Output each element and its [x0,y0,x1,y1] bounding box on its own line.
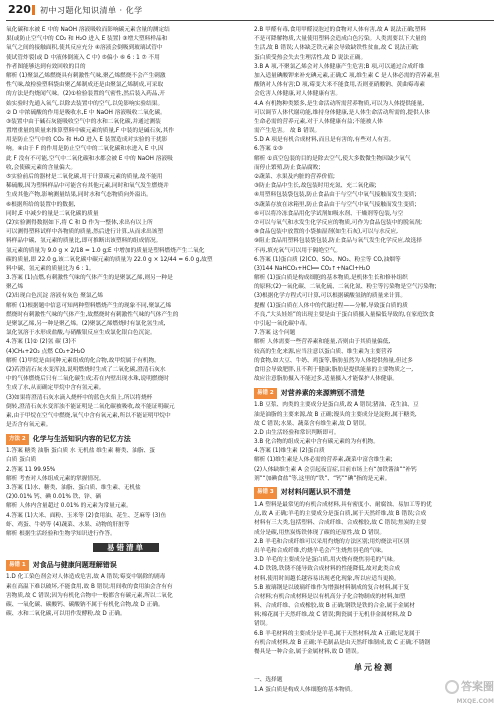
text-line: 需产生危害。 故 B 错误。 [254,128,321,135]
right-block-b [254,256,494,385]
text-line: 合材料;有机合成材料是以有机高分子化合物制成的材料,如塑 [254,593,406,600]
section-badge: 易错 2 [254,388,277,399]
text-line: ⑥根据所给的装置中的数据, [6,201,76,208]
text-line: (2)0.01% 钙、碘 0.01% 铁、锌、硒 [6,494,102,501]
text-line: ⑧食品包装中放置的小袋抽湿剂(如生石灰),可以与水反应, [254,229,398,236]
text-line: 材料有三大类,包括塑料、合成纤维、合成橡胶,故 C 错误;焦炭的主要 [254,520,427,527]
header-accent-bar [32,5,35,15]
formula-line: 料中碳、氢元素的质量比为 6 : 1。 [6,265,95,272]
text-line: 是否含有氧元素。 [6,422,52,429]
text-line: ⑥可以将冷冻食品用化学试剂如吸水剂、干燥剂等包装,与空 [254,210,404,217]
text-line: 可以调节人体代谢功能,维持身体健康,是人体生命活动所需的,提供人体 [254,109,431,116]
text-line: 而停止繁殖,防止食品腐败; [254,164,321,171]
text-line: 错误。 [254,621,272,628]
yicuo-title: 易错清单 [93,543,159,552]
text-line: (3)根据化学方程式可计算,可以根据碳酸氢钠的质量来计算。 [254,293,407,300]
text-line: 解析 人体需要一些营养素和能量,否则由于其质量偏低, [254,339,391,346]
text-line: 解析 (1)根据题中信息可知两种塑料燃烧产生的现象不同,聚氯乙烯 [6,302,172,309]
text-line: 1.A 塑料是最常见的有机合成材料,具有密度小、耐腐蚀、易加工等的优 [254,502,432,508]
text-line: 1.D 化工染色剂会对人体造成危害,故 A 错误;霉变中锅除的剧毒 [6,574,166,581]
text-line: 响。④由于 F 的作用是防止空气中的二氧化碳和水进入 E 中,因 [6,146,164,153]
right-block-a [254,26,494,256]
book-title: 初中习题化知识清单 · 化学 [40,6,143,15]
text-line: 5.D A 项是有机合成材料,而且是有害的,有些对人有害。 [254,137,395,144]
text-line: 材料,使用时间越长越容易出现老化现象,所以应适当更换。 [254,575,400,582]
text-line: 6.答案 (1)蛋白质 (2)CO、SO₂、NO₂、粉尘等 CO,油烟等 [254,256,401,263]
formula-line: 氢元素的质量为 9.0 g × 2/18 = 1.0 g;E 中增加的质量是塑料燃烧产生二氧化 [6,247,205,254]
text-line: 故 C 错误;水果、蔬菜含有维生素,故 D 错误。 [254,420,370,427]
text-line: (2)若澄清石灰水变浑浊,说明燃烧时生成了二氧化碳,澄清石灰水 [6,366,166,373]
section-title: 化学与生活知识内容的记忆方法 [32,434,131,443]
text-line: 餐具是一种合金,属于金属材料,故 D 错误。 [254,649,363,655]
text-line: 4.答案 (1)维生素 (2)蛋白质 [254,448,325,455]
right-column [254,26,494,708]
text-line: 2.D 由生活经验和常识判断即可。 [254,429,340,436]
text-line: 倒转,澄清石灰水变浑浊不能证明是二氧化碳被吸收,故不能证明碳元 [6,403,175,410]
text-line: 置增重量的质量来推算塑料中碳元素的质量,F 中装的是碱石灰,其作 [6,128,174,135]
text-line: 碳、一氧化碳、碳酸钙、碳酸钠不属于有机化合物,故 D 正确。 [6,601,164,608]
text-line: 不是可降解物质,大量使用塑料会造成白色污染。人类需要以下大量的 [254,36,427,43]
text-line: 解析 考查对人体组成元素的掌握情况。 [6,475,105,482]
text-line: 3.B 化合物的组成元素中含有碳元素的为有机物。 [254,439,379,446]
text-line: 2.B 甲醛有毒,食用甲醛浸泡过的食物对人体有害,故 A 说法正确;塑料 [254,27,427,33]
text-line: 蛋白质受热会失去生理活性,故 D 说法正确。 [254,54,367,61]
left-block-d [6,573,246,619]
text-line: 3.D 羊毛的主要成分是蛋白质,用火烧有烧焦羽毛的气味。 [254,557,399,564]
text-line: 生成其他产物,影响测量结果,同时水和气态物质向外溢出。 [6,192,152,199]
left-block-b [6,274,246,430]
text-line: 出羊毛和合成纤维,灼烧羊毛会产生烧焦羽毛的气味。 [254,547,387,554]
method-section-header [6,433,246,445]
section-badge: 易错 3 [254,487,277,498]
text-line: 有机合成材料,故 B 正确;羊毛制品是由天然纤维制成,故 C 正确;不锈钢 [254,639,431,646]
text-line: 收,会使碳元素的含量偏大。 [6,164,77,171]
text-line: 同时,E 中减少的量是二氧化碳的质量 [6,210,99,217]
text-line: 酸钠对人体有害;D 项,霉变大米不能食用,否则亚硝酸钠、黄曲霉毒素 [254,82,425,89]
text-line: (2)人体缺维生素 A 会引起夜盲症,目前市场上有“加铁酱油”“补钙 [254,466,417,473]
text-line: 不良,“大头娃娃”的出现主要是由于蛋白质摄入量偏低导致的,在家庭饮食 [254,311,435,318]
text-line: 中引起一氧化碳中毒。 [254,321,311,327]
text-line: 生命必需的营养元素,对于人体健康有益;不能被人体 [254,118,383,125]
text-line: 虾、鸡蛋、牛奶等 (4)蔬菜、水果、动物的肝脏等 [6,521,130,528]
text-line: 4.A 有机物种类繁多,是生命活动所需营养物质,可以为人体提供能量, [254,100,425,107]
text-line: 解析 (1)甲烷是由同种元素组成的化合物,故甲烷属于有机物。 [6,357,160,364]
text-line: ④用塑料包装袋包装,防止食品由于与空气中氧气接触而发生变质; [254,192,417,199]
watermark-sub: MXQE.COM [456,698,494,705]
text-line: 氧化碳和水被 E 中的 NaOH 溶液吸收而影响碳元素含量的测定结 [6,27,170,33]
section-badge: 方法 2 [6,434,29,445]
text-line: 此 F 没有不可能,空气中二氧化碳和水都会被 E 中的 NaOH 溶液吸 [6,155,173,162]
text-line: 的原料;(2)一氧化碳、二氧化硫、二氧化氮、粉尘等污染物是空气污染物; [254,284,437,291]
text-line: ③防止食品中生长,故包装时用充氮、充二氧化碳; [254,183,377,190]
section-title: 对材料问题认识不清楚 [280,488,351,497]
text-line: ③装置中由于碱石灰能吸收空气中的水和二氧化碳,并通过测装 [6,118,161,125]
text-line: 7.答案 这个问题 [254,330,296,337]
text-line: 果(或防止空气中的 CO₂ 和 H₂O 进入 E 装置) ③增大塑料样品和 [6,36,168,43]
text-line: 加入适量碘酸钾来补充碘元素,正确;C 项,维生素 C 是人体必需的营养素,但 [254,72,440,79]
text-line: 1.B 豆浆、肉类的主要成分是蛋白质,故 A 错误;猪油、花生油、豆 [254,402,419,409]
watermark-text: 答案圈 [461,680,494,693]
text-line: 料;棉花属于天然纤维,故 C 错误;陶瓷属于无机非金属材料,故 D [254,612,412,619]
unit-test-title: 单元检测 [354,663,394,673]
section-badge: 易错 1 [6,560,29,571]
text-line: 3.B A 项,不聚氯乙烯会对人体健康产生危害;B 项,可以通过合成纤维 [254,63,425,70]
text-line: 害物质,故 C 错误;因为有机化合物中一般都含有碳元素,所以二氧化 [6,592,173,599]
text-line: 生成了水,从而确定甲烷中含有氢元素。 [6,385,105,392]
text-line: ⑦可以与氧气和水发生化学反应的物质,可作为食品包装中的脱氧剂; [254,219,423,226]
text-line: 解析 (1)聚氯乙烯燃烧具有刺激性气味,聚乙烯燃烧不会产生刺激 [6,72,166,79]
page-number: 220 [8,3,31,16]
watermark-logo-icon [445,680,459,694]
text-line: 是聚氯乙烯,另一种是聚乙烯。(2)聚氯乙烯燃烧时有氯化氢生成, [6,321,166,327]
text-line: 食用会导致肥胖,且不利于健康;脂肪是提供能量的主要物质之一, [254,366,414,373]
section-3-header [254,487,494,499]
text-line: 提醒 (1)蛋白质在人体中的代谢过程——分解,导致蛋白质的质 [254,302,408,309]
section-title: 对营养素的来源辨别不清楚 [280,388,365,397]
text-line: 6.答案 ①③ [254,146,283,153]
text-line: 氧气之间的接触面积,使其反应充分 ④溶液会倒吸到玻璃试管中 [6,45,163,52]
text-line: 的食物,如大豆、牛奶、鸡蛋等,脂肪虽然为人体提供热量,但过多 [254,357,413,364]
text-line: 1.A 蛋白质是构成人体细胞的基本物质。 [254,686,357,693]
text-line: 3.答案 (1)水、糖类、油脂、蛋白质、维生素、无机盐 [6,485,141,491]
text-line: (4)CH₄+2O₂ 点燃 CO₂+2H₂O [6,348,85,355]
yicuo-section-header [6,559,246,571]
text-line: 生活,故 B 错误;人体缺乏铁元素会导致缺铁性贫血,故 C 说法正确; [254,45,419,52]
left-block-a [6,26,246,247]
watermark [434,680,494,708]
text-line: (2)实验测得数据如下,将 C 和 D 作为一整体,求出有以上所 [6,219,153,226]
text-line: 剂”“加碘食盐”等,这里的“铁”、“钙”“碘”指的是元素。 [254,475,391,482]
text-line: ②蔬菜、水果及内脏的营养价值; [254,174,335,180]
text-line: 解析 (1)维生素是人体必需的营养素,蔬菜中富含维生素; [254,457,393,464]
text-line: 聚乙烯 [6,284,24,291]
text-line: 稀硫酸,因为塑料样品中可能含有其他元素,同时和氧气发生燃烧并 [6,183,169,190]
left-block-c [6,447,246,539]
text-line: 点,故 A 正确;羊毛的主要成分是蛋白质,属于天然纤维,故 B 错误;合成 [254,511,427,518]
text-line: 4.答案 (1)② (2)氢 碳 (3)不 [6,339,77,346]
section-title: 对食品与健康问题理解错误 [32,560,117,569]
left-column [6,26,246,708]
text-line: 燃烧时有刺激性气味的气体产生,故燃烧时有刺激性气味的气体产生的 [6,311,179,318]
text-line: 素在高温下难以破坏,不能食用,故 B 错误;用间收的食用油会含有有 [6,583,173,590]
text-line: 成分是碳,用焦炭炼铁体现了碳的还原性,故 D 错误。 [254,529,386,536]
text-line: 会危害人体健康,对人体健康有害。 [254,91,342,98]
text-line: 5.B 玻璃钢是以玻璃纤维作为增强材料制成的复合材料,属于复 [254,584,410,591]
text-line: 白质 蛋白质 [6,457,37,464]
text-line: 一、选择题 [254,677,283,684]
text-line: ⑤蔬菜存放在冰箱里,防止食品由于与空气中氧气接触而发生变质; [254,201,417,208]
text-line: 碳、水和二氧化碳,可以用作发酵粉,故 D 正确。 [6,611,126,618]
text-line: 素,由于甲烷在空气中燃烧,氧气中含有氧元素,所以不能证明甲烷中 [6,412,171,419]
text-line: (2)出现白色沉淀 溶液有灰色 聚氯乙烯 [6,293,103,300]
text-line: 始实验时先通入氧气,以除去装置中的空气,以免影响实验结果。 [6,100,164,107]
text-line: (3)如果将澄清石灰水滴入烧杯中的蓝色火焰上,所以将烧杯 [6,394,153,401]
text-line: ⑨阻止食品用塑料包装袋包装,防止食品与氧气发生化学反应,故选择 [254,238,422,245]
text-line: ② D 中浓硫酸的作用是吸收水,E 中 NaOH 溶液吸收二氧化碳。 [6,109,166,116]
text-line: 的方法是灼烧闻气味。(2)①检验装置的气密性,然后装入药品,开 [6,91,165,98]
text-line: 解析 (1)蛋白质是构成细胞的基本物质,是机体生长和修补组织 [254,275,408,282]
text-line: (3)144 NaHCO₃+HCl══ CO₂↑+NaCl+H₂O [254,265,371,272]
text-line: 6.B 羊毛材料的主要成分是羊毛,属于天然材料,故 A 正确;尼龙属于 [254,630,421,637]
text-line: 解析 人体内含量超过 0.01% 的元素为常量元素。 [6,503,132,510]
text-line: 2.答案 11 99.95% [6,466,56,473]
text-line: ⑤实验前后的器材是二氧化碳,用于计算碳元素的质量,故不能用 [6,174,163,180]
text-line: 料样品中碳、氢元素的质量比,即可推断出该塑料的组成情况。 [6,238,162,245]
text-line: 4.D 铁锈,铁锈不能导致合成材料的性能降低,故对此类合成 [254,566,401,573]
right-block-d [254,501,494,657]
text-line: 可以测得塑料试样中各物质的质量,然后进行计算,从而求出该塑 [6,229,164,236]
page-header [6,0,494,21]
text-line: 4.答案 (1)大米、面粉、玉米等 (2)食用油、花生、芝麻等 (3)鱼 [6,512,167,519]
right-block-c [254,401,494,484]
text-line: 性气味,故检验塑料袋由聚乙烯制成还是由聚氯乙烯制成,可采取 [6,82,164,89]
section-2-header [254,387,494,399]
text-line: 解析 ①真空包装的目的是除去空气,使大多数微生物因缺少氧气 [254,155,411,162]
text-line: 1.答案 糖类 油脂 蛋白质 水 无机盐 维生素 糖类、油脂、蛋 [6,448,155,455]
text-line: 不再,填充氧气可以用于隔绝空气。 [254,247,342,254]
text-line: 使试管炸裂(或 D 中液体倒流入 C 中) ⑤偏小 ⑥ 6 : 1 ⑦ 不用 [6,54,160,61]
text-line: 作者图能够达到有效回收的目的 [6,63,86,70]
text-line: 较高的生化来源,应当注意以蛋白质、维生素为主要营养 [254,348,393,355]
text-line: 3.答案 (1)点燃,有刺激性气味的气体产生的是聚氯乙烯,则另一种是 [6,275,173,282]
text-line: 故应注意脂肪摄入不能过多,适量摄入才能保护人体健康。 [254,376,398,383]
text-line: 解析 根据生活经验和生物学知识进行作答。 [6,530,116,537]
text-line: 2.B 羊毛和合成纤维可以采用灼烧的方法区别;用灼烧法可区别 [254,538,410,545]
formula-line: 碳的质量,即 22.0 g,该二氧化碳中碳元素的质量为 22.0 g × 12/44 = 6.0 g,故塑 [6,256,213,263]
text-line: 油是油脂的主要来源,故 B 正确;馒头的主要成分是淀粉,属于糖类, [254,411,417,418]
text-line: 氯化氢溶于水形成盐酸,与硝酸银反应生成氯化银白色沉淀。 [6,330,156,337]
text-line: 料、合成纤维、合成橡胶,故 B 正确;钢铁是铁的合金,属于金属材 [254,603,415,610]
text-line: 中的气体燃烧后只有二氧化碳生成;若在内壁出现水珠,说明燃烧时 [6,376,169,383]
text-line: 用是防止空气中的 CO₂ 和 H₂O 进入 E 装置造成对实验的干扰影 [6,137,168,144]
